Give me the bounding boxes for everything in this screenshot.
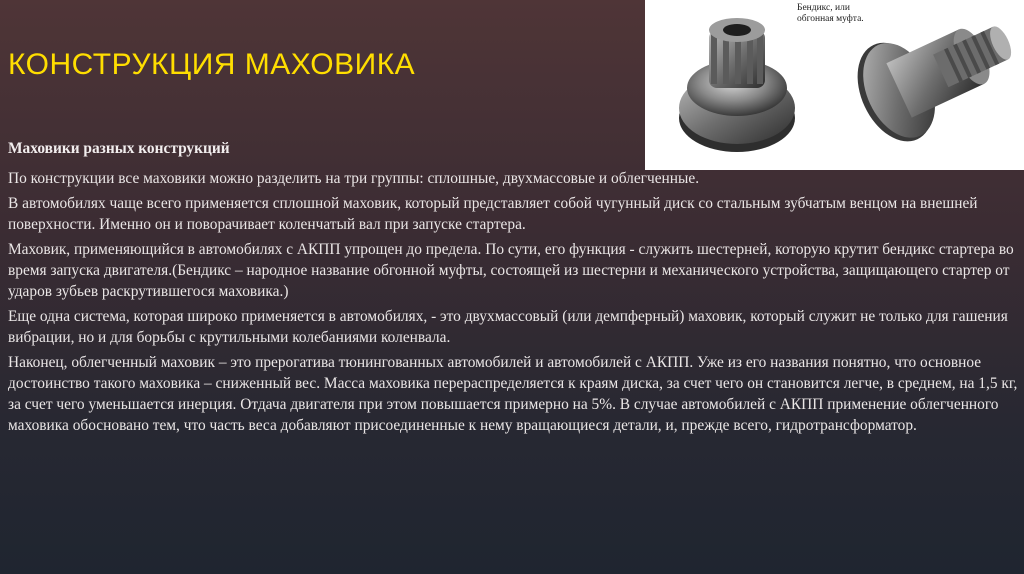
paragraph: Маховик, применяющийся в автомобилях с АКПП упрощен до предела. По сути, его функция - служить шестерней, которую крутит бендикс стартера во время запуска двигателя.(Бендикс – народное название обгонной муфты, состоящей из шестерни и механического устройства, защищающего стартер от ударов зубьев раскрутившегося маховика.) xyxy=(8,241,1014,300)
paragraph: Наконец, облегченный маховик – это прерогатива тюнингованных автомобилей и автомобилей с АКПП. Уже из его названия понятно, что основное достоинство такого маховика – сниженный вес. Масса маховика перераспределяется к краям диска, за счет чего он становится легче, в среднем, на 1,5 кг, за счет чего уменьшается инерция. Отдача двигателя при этом повышается примерно на 5%. В случае автомобилей с АКПП применение облегченного маховика обосновано тем, что часть веса добавляют присоединенные к нему вращающиеся детали, и, прежде всего, гидротрансформатор. xyxy=(8,354,1018,434)
image-caption: Бендикс, или обгонная муфта. xyxy=(797,3,864,24)
section-subtitle: Маховики разных конструкций xyxy=(8,140,230,157)
content-body xyxy=(8,138,1018,440)
paragraph: По конструкции все маховики можно разделить на три группы: сплошные, двухмассовые и облегченные. xyxy=(8,170,700,187)
paragraph: В автомобилях чаще всего применяется сплошной маховик, который представляет собой чугунный диск со стальным зубчатым венцом на внешней поверхности. Именно он и поворачивает коленчатый вал при запуске стартера. xyxy=(8,195,978,233)
slide-title: КОНСТРУКЦИЯ МАХОВИКА xyxy=(8,48,416,81)
paragraph: Еще одна система, которая широко применяется в автомобилях, - это двухмассовый (или демпферный) маховик, который служит не только для гашения вибрации, но и для борьбы с крутильными колебаниями коленвала. xyxy=(8,308,1008,346)
